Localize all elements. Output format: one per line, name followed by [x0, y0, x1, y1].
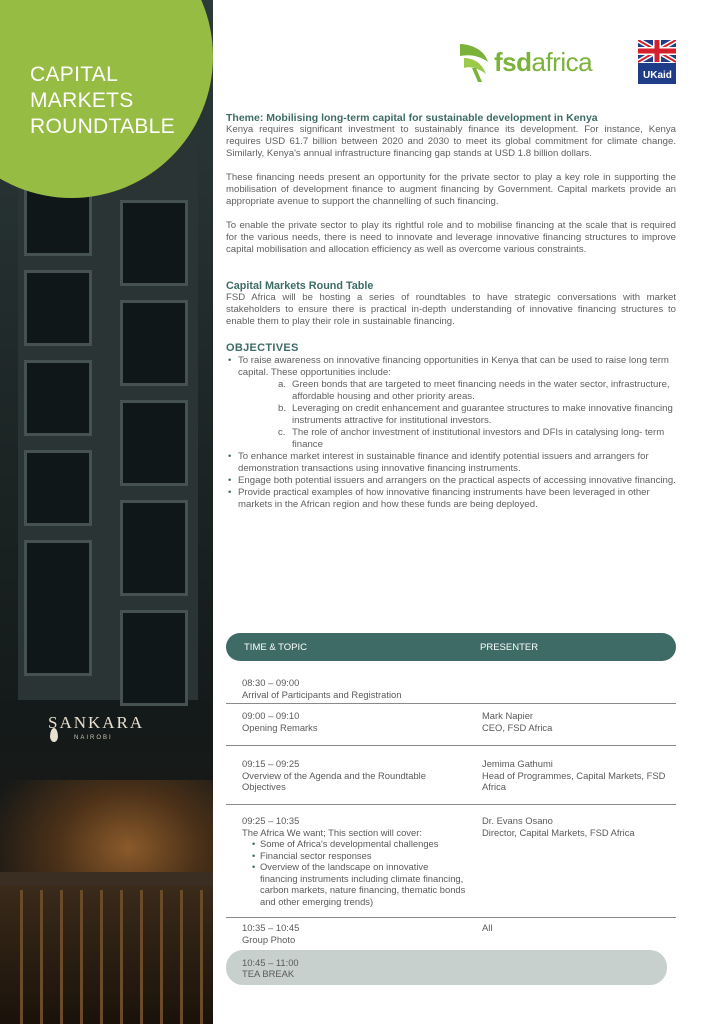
agenda-table [226, 633, 676, 952]
window [120, 610, 188, 706]
agenda-header [226, 633, 676, 661]
agenda-topic: Overview of the Agenda and the Roundtable Objectives [242, 769, 426, 792]
agenda-row [226, 746, 676, 805]
objective-text: To raise awareness on innovative financing opportunities in Kenya that can be used to raise long term capital. These opportunities include: [238, 355, 669, 378]
agenda-row [226, 661, 676, 704]
objectives-list [226, 355, 676, 511]
agenda-row [226, 704, 676, 746]
subitem-text: The role of anchor investment of institutional investors and DFIs in catalysing long- term finance [292, 427, 665, 450]
theme-paragraph-2: These financing needs present an opportunity for the private sector to play a key role in supporting the mobilisation of development finance to augment financing by Government. Capital markets provide an appropriate avenue to support the channelling of such financing. [226, 172, 676, 207]
objectives-heading: OBJECTIVES [226, 342, 299, 354]
agenda-presenter: All [482, 922, 493, 933]
window [120, 400, 188, 486]
window [120, 300, 188, 386]
agenda-bullet: • Overview of the landscape on innovative financing instruments including climate financing, carbon markets, nature financing, thematic bonds and other emerging trends) [252, 861, 467, 907]
roundtable-heading: Capital Markets Round Table [226, 280, 374, 292]
slat [20, 890, 23, 1024]
fsd-logo-text-a: fsd [494, 47, 532, 77]
hotel-sign-sub: NAIROBI [74, 735, 113, 741]
roundtable-text: FSD Africa will be hosting a series of roundtables to have strategic conversations with market stakeholders to ensure there is practical in-depth understanding of innovative financing structures to enable them to play their role in sustainable financing. [226, 292, 676, 327]
ukaid-text: UKaid [643, 70, 672, 81]
agenda-presenter: Jemima Gathumi [482, 758, 553, 769]
break-label: TEA BREAK [242, 968, 295, 979]
window [120, 200, 188, 286]
slat [60, 890, 63, 1024]
agenda-time: 08:30 – 09:00 [242, 677, 300, 688]
subitem-marker: a. [278, 379, 287, 390]
window [24, 360, 92, 436]
theme-paragraph-3: To enable the private sector to play its rightful role and to mobilise financing at the scale that is required for the various needs, there is need to innovate and leverage innovative financing structures to improve capital mobilisation and allocation efficiency as well as overcome various constraints. [226, 220, 676, 255]
objective-subitem [278, 379, 676, 403]
window [120, 500, 188, 596]
slat [200, 890, 203, 1024]
slat [140, 890, 143, 1024]
theme-title: Theme: Mobilising long-term capital for sustainable development in Kenya [226, 112, 598, 124]
subitem-text: Leveraging on credit enhancement and guarantee structures to make innovative financing instruments attractive for institutional investors. [292, 403, 673, 426]
entrance-canopy [0, 872, 213, 886]
agenda-row [226, 805, 676, 918]
agenda-topic: Group Photo [242, 933, 296, 945]
agenda-time: 09:00 – 09:10 [242, 710, 300, 721]
objective-item: • To enhance market interest in sustainable finance and identify potential issuers and arrangers for demonstration transactions using innovative financing instruments. [226, 451, 676, 475]
fsd-logo-text-b: africa [531, 47, 593, 77]
agenda-time: 09:15 – 09:25 [242, 758, 300, 769]
window [24, 270, 92, 346]
agenda-bullet: • Some of Africa's developmental challenges [252, 838, 467, 850]
objective-subitem [278, 427, 676, 451]
objective-sublist [238, 379, 676, 451]
window [24, 540, 92, 676]
page-title: CAPITAL MARKETS ROUNDTABLE [30, 63, 175, 138]
agenda-row [226, 918, 676, 952]
slat [120, 890, 123, 1024]
agenda-topic: The Africa We want; This section will cover: [242, 826, 422, 838]
slat [180, 890, 183, 1024]
slat [40, 890, 43, 1024]
agenda-presenter: Dr. Evans Osano [482, 815, 553, 826]
objective-item [226, 355, 676, 451]
agenda-time: 10:35 – 10:45 [242, 922, 300, 933]
agenda-col-presenter: PRESENTER [480, 642, 539, 653]
objective-item: • Provide practical examples of how innovative financing instruments have been leveraged in other markets in the African region and how these funds are being deployed. [226, 487, 676, 511]
subitem-text: Green bonds that are targeted to meet financing needs in the water sector, infrastructure, affordable housing and other priority areas. [292, 379, 670, 402]
agenda-presenter-role: Director, Capital Markets, FSD Africa [482, 826, 635, 838]
objective-subitem [278, 403, 676, 427]
main-content [226, 112, 676, 511]
agenda-presenter-role: CEO, FSD Africa [482, 721, 553, 733]
subitem-marker: b. [278, 403, 287, 414]
subitem-marker: c. [278, 427, 286, 438]
hotel-sign: SANKARA [48, 713, 145, 732]
break-time: 10:45 – 11:00 [242, 957, 299, 968]
agenda-bullet: • Financial sector responses [252, 850, 467, 862]
tea-break-row [226, 950, 667, 985]
agenda-presenter-role: Head of Programmes, Capital Markets, FSD Africa [482, 769, 666, 792]
agenda-time: 09:25 – 10:35 [242, 815, 300, 826]
agenda-topic: Opening Remarks [242, 721, 318, 733]
agenda-bullets [242, 838, 467, 907]
agenda-presenter: Mark Napier [482, 710, 534, 721]
window [24, 450, 92, 526]
theme-paragraph-1: Kenya requires significant investment to sustainably finance its development. For instance, Kenya requires USD 61.7 billion between 2020 and 2030 to meet its global commitment for climate change. Similarly, Kenya's annual infrastructure financing gap stands at USD 1.8 billion dollars. [226, 124, 676, 159]
agenda-topic: Arrival of Participants and Registration [242, 688, 402, 700]
fsd-africa-logo-text [494, 47, 592, 78]
agenda-col-time: TIME & TOPIC [244, 642, 307, 653]
slat [160, 890, 163, 1024]
objective-item: • Engage both potential issuers and arrangers on the practical aspects of accessing innovative financing. [226, 475, 676, 487]
slat [100, 890, 103, 1024]
slat [80, 890, 83, 1024]
